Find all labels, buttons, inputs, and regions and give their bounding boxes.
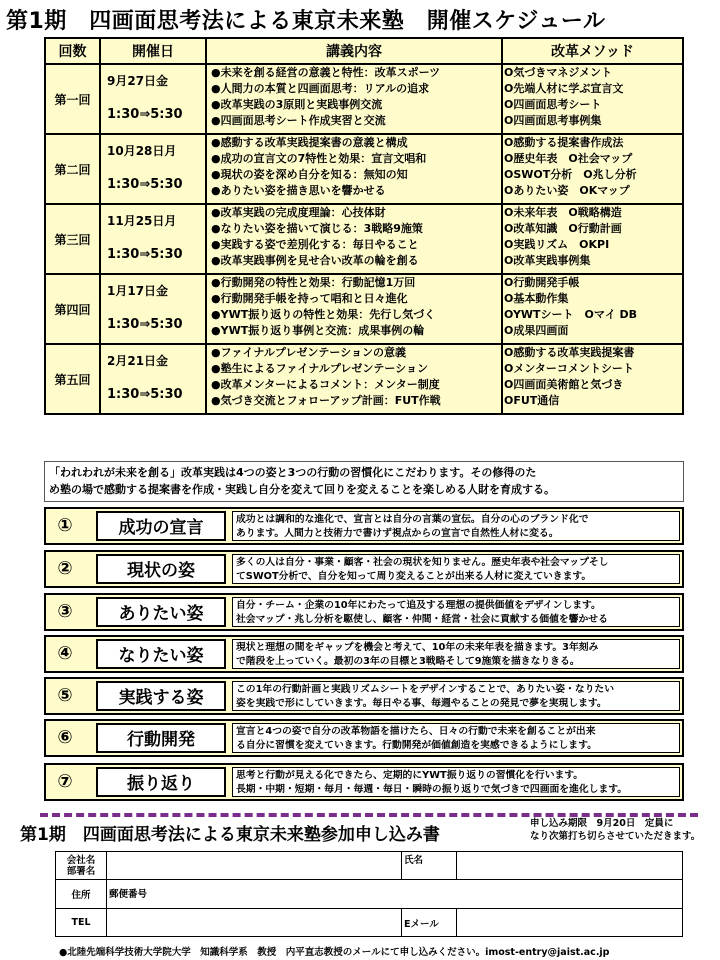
lecture-item: ●人間力の本質と四画面思考：リアルの追求 — [211, 82, 430, 95]
lecture-item: ●YWT振り返り事例と交流：成果事例の輪 — [211, 324, 425, 337]
method-item: OSWOT分析 O兆し分析 — [504, 168, 637, 181]
lecture-item: ●未来を創る経営の意義と特性：改革スポーツ — [211, 66, 441, 79]
method-item: O歴史年表 O社会マップ — [504, 152, 633, 165]
lecture-content — [206, 274, 502, 344]
pillar-row — [44, 763, 684, 801]
pillar-name: 成功の宣言 — [96, 511, 226, 541]
lecture-item: ●なりたい姿を描いて演じる：3戦略9施策 — [211, 222, 423, 235]
method-item: O気づきマネジメント — [504, 66, 613, 79]
pillar-number: ⑦ — [57, 771, 73, 792]
schedule-row — [45, 204, 683, 274]
application-title: 第1期 四画面思考法による東京未来塾参加申し込み書 — [20, 825, 440, 845]
session-date: 1月17日金 — [107, 284, 169, 298]
method-item: OYWTシート Oマイ DB — [504, 308, 638, 321]
method-item: O四画面思考シート — [504, 98, 602, 111]
reform-method — [502, 204, 683, 274]
method-item: OFUT通信 — [504, 394, 560, 407]
session-number: 第三回 — [45, 204, 100, 274]
email-field[interactable] — [457, 909, 683, 937]
session-date: 2月21日金 — [107, 354, 169, 368]
method-item: O先端人材に学ぶ宣言文 — [504, 82, 624, 95]
pillar-description — [232, 554, 680, 584]
lecture-item: ●塾生によるファイナルプレゼンテーション — [211, 362, 428, 375]
lecture-item: ●改革メンターによるコメント：メンター制度 — [211, 378, 440, 391]
pillar-name: 振り返り — [96, 767, 226, 797]
pillar-number: ② — [57, 558, 73, 579]
method-item: O行動開発手帳 — [504, 276, 580, 289]
address-label: 住所 — [56, 880, 107, 909]
session-time: 1:30⇒5:30 — [107, 387, 183, 402]
session-date-cell — [100, 134, 206, 204]
footer-note: ●北陸先端科学技術大学院大学 知識科学系 教授 内平直志教授のメールにて申し込みください。imost-entry@jaist.ac.jp — [59, 947, 610, 958]
pillar-number: ① — [57, 515, 73, 536]
lecture-content — [206, 64, 502, 134]
header-content: 講義内容 — [206, 38, 502, 64]
session-time: 1:30⇒5:30 — [107, 247, 183, 262]
lecture-item: ●感動する改革実践提案書の意義と構成 — [211, 136, 408, 149]
lecture-item: ●現状の姿を深め自分を知る：無知の知 — [211, 168, 408, 181]
page-title: 第1期 四画面思考法による東京未来塾 開催スケジュール — [6, 9, 606, 34]
schedule-row — [45, 134, 683, 204]
lecture-item: ●成功の宣言文の7特性と効果：宣言文唱和 — [211, 152, 427, 165]
header-method: 改革メソッド — [502, 38, 683, 64]
header-date: 開催日 — [100, 38, 206, 64]
name-label: 氏名 — [402, 852, 457, 880]
method-item: Oありたい姿 OKマップ — [504, 184, 630, 197]
pillar-description-line: で階段を上っていく。最初の3年の目標と3戦略そして9施策を描きなりきる。 — [236, 655, 580, 667]
postal-label: 郵便番号 — [109, 889, 148, 900]
lecture-item: ●ありたい姿を描き思いを響かせる — [211, 184, 386, 197]
pillar-description-line: この1年の行動計画と実践リズムシートをデザインすることで、ありたい姿・なりたい — [236, 684, 615, 695]
deadline-line: なり次第打ち切らさせていただきます。 — [530, 831, 701, 842]
deadline-note — [530, 817, 700, 843]
lecture-item: ●実践する姿で差別化する：毎日やること — [211, 238, 419, 251]
pillar-description-line: 自分・チーム・企業の10年にわたって追及する理想の提供価値をデザインします。 — [236, 600, 601, 611]
pillar-description-line: 現状と理想の間をギャップを機会と考えて、10年の未来年表を描きます。3年刻み — [236, 642, 599, 653]
session-date: 9月27日金 — [107, 74, 169, 88]
tel-label: TEL — [56, 909, 107, 937]
session-date-cell — [100, 274, 206, 344]
pillar-description — [232, 767, 680, 797]
pillar-description-line: 宣言と4つの姿で自分の改革物語を描けたら、日々の行動で未来を創ることが出来 — [236, 726, 596, 737]
lecture-item: ●改革実践の3原則と実践事例交流 — [211, 98, 383, 111]
pillar-number: ④ — [57, 643, 73, 664]
lecture-item: ●行動開発の特性と効果：行動記憶1万回 — [211, 276, 416, 289]
pillar-description — [232, 639, 680, 669]
pillar-row — [44, 635, 684, 673]
company-label: 会社名 部署名 — [56, 852, 107, 880]
pillar-description-line: 成功とは調和的な進化で、宣言とは自分の言葉の宣伝。自分の心のブランド化で — [236, 514, 589, 525]
session-date-cell — [100, 204, 206, 274]
pillar-name: なりたい姿 — [96, 639, 226, 669]
pillar-description — [232, 597, 680, 627]
pillar-number: ③ — [57, 601, 73, 622]
lecture-item: ●気づき交流とフォローアップ計画：FUT作戦 — [211, 394, 441, 407]
lecture-item: ●行動開発手帳を持って唱和と日々進化 — [211, 292, 408, 305]
pillar-description — [232, 511, 680, 541]
method-item: O未来年表 O戦略構造 — [504, 206, 622, 219]
intro-line: 「われわれが未来を創る」改革実践は4つの姿と3つの行動の習慣化にこだわります。その修得のた — [49, 466, 537, 479]
address-field[interactable] — [107, 880, 683, 909]
name-field[interactable] — [457, 852, 683, 880]
reform-method — [502, 344, 683, 414]
schedule-body — [45, 64, 683, 414]
method-item: O改革実践事例集 — [504, 254, 591, 267]
pillar-row — [44, 507, 684, 545]
tel-field[interactable] — [107, 909, 402, 937]
schedule-row — [45, 274, 683, 344]
session-time: 1:30⇒5:30 — [107, 107, 183, 122]
pillar-description-line: あります。人間力と技術力で書けず視点からの宣言で自然性人材に変る。 — [236, 527, 559, 539]
lecture-content — [206, 204, 502, 274]
pillar-number: ⑥ — [57, 727, 73, 748]
pillar-row — [44, 593, 684, 631]
header-session: 回数 — [45, 38, 100, 64]
pillar-description — [232, 681, 680, 711]
method-item: O実践リズム OKPI — [504, 238, 610, 251]
pillar-row — [44, 719, 684, 757]
deadline-line: 申し込み期限 9月20日 定員に — [530, 818, 674, 829]
schedule-row — [45, 344, 683, 414]
lecture-item: ●四画面思考シート作成実習と交流 — [211, 114, 386, 127]
schedule-row — [45, 64, 683, 134]
intro-line: め塾の場で感動する提案書を作成・実践し自分を変えて回りを変えることを楽しめる人財を育成する。 — [49, 483, 555, 496]
pillar-name: 現状の姿 — [96, 554, 226, 584]
reform-method — [502, 134, 683, 204]
company-field[interactable] — [107, 852, 402, 880]
lecture-content — [206, 134, 502, 204]
pillar-row — [44, 550, 684, 588]
lecture-item: ●ファイナルプレゼンテーションの意義 — [211, 346, 406, 359]
session-date: 11月25日月 — [107, 214, 177, 228]
pillar-description-line: 多くの人は自分・事業・顧客・社会の現状を知りません。歴史年表や社会マップそし — [236, 557, 609, 568]
reform-method — [502, 274, 683, 344]
session-time: 1:30⇒5:30 — [107, 317, 183, 332]
intro-text — [44, 461, 684, 502]
pillar-description-line: 姿を実践で形にしていきます。毎日やる事、毎週やることの発見で夢を実現します。 — [236, 697, 607, 709]
lecture-content — [206, 344, 502, 414]
pillar-row — [44, 677, 684, 715]
method-item: O感動する改革実践提案書 — [504, 346, 635, 359]
application-form — [55, 851, 683, 937]
method-item: O四画面美術館と気づき — [504, 378, 624, 391]
session-date: 10月28日月 — [107, 144, 177, 158]
method-item: O成果四画面 — [504, 324, 569, 337]
session-date-cell — [100, 344, 206, 414]
session-number: 第二回 — [45, 134, 100, 204]
pillar-description — [232, 723, 680, 753]
pillar-description-line: る自分に習慣を変えていきます。行動開発が価値創造を実感できるようにします。 — [236, 739, 597, 751]
schedule-table — [44, 37, 684, 415]
pillar-name: ありたい姿 — [96, 597, 226, 627]
email-label: Eメール — [402, 909, 457, 937]
session-number: 第一回 — [45, 64, 100, 134]
pillar-description-line: 思考と行動が見える化できたら、定期的にYWT振り返りの習慣化を行います。 — [236, 770, 584, 781]
method-item: O改革知識 O行動計画 — [504, 222, 622, 235]
lecture-item: ●YWT振り返りの特性と効果：先行し気づく — [211, 308, 436, 321]
session-time: 1:30⇒5:30 — [107, 177, 183, 192]
method-item: O感動する提案書作成法 — [504, 136, 624, 149]
session-date-cell — [100, 64, 206, 134]
pillar-description-line: 社会マップ・兆し分析を駆使し、顧客・仲間・経営・社会に貢献する価値を響かせる — [236, 613, 608, 625]
schedule-header-row — [45, 38, 683, 64]
method-item: O四画面思考事例集 — [504, 114, 602, 127]
pillar-description-line: てSWOT分析で、自分を知って周り変えることが出来る人材に変えていきます。 — [236, 570, 592, 582]
lecture-item: ●改革実践事例を見せ合い改革の輪を創る — [211, 254, 419, 267]
session-number: 第五回 — [45, 344, 100, 414]
pillar-description-line: 長期・中期・短期・毎月・毎週・毎日・瞬時の振り返りで気づきで四画面を進化します。 — [236, 783, 628, 795]
session-number: 第四回 — [45, 274, 100, 344]
pillar-name: 実践する姿 — [96, 681, 226, 711]
reform-method — [502, 64, 683, 134]
pillar-number: ⑤ — [57, 685, 73, 706]
pillar-name: 行動開発 — [96, 723, 226, 753]
method-item: Oメンターコメントシート — [504, 362, 634, 375]
method-item: O基本動作集 — [504, 292, 569, 305]
lecture-item: ●改革実践の完成度理論：心技体財 — [211, 206, 386, 219]
